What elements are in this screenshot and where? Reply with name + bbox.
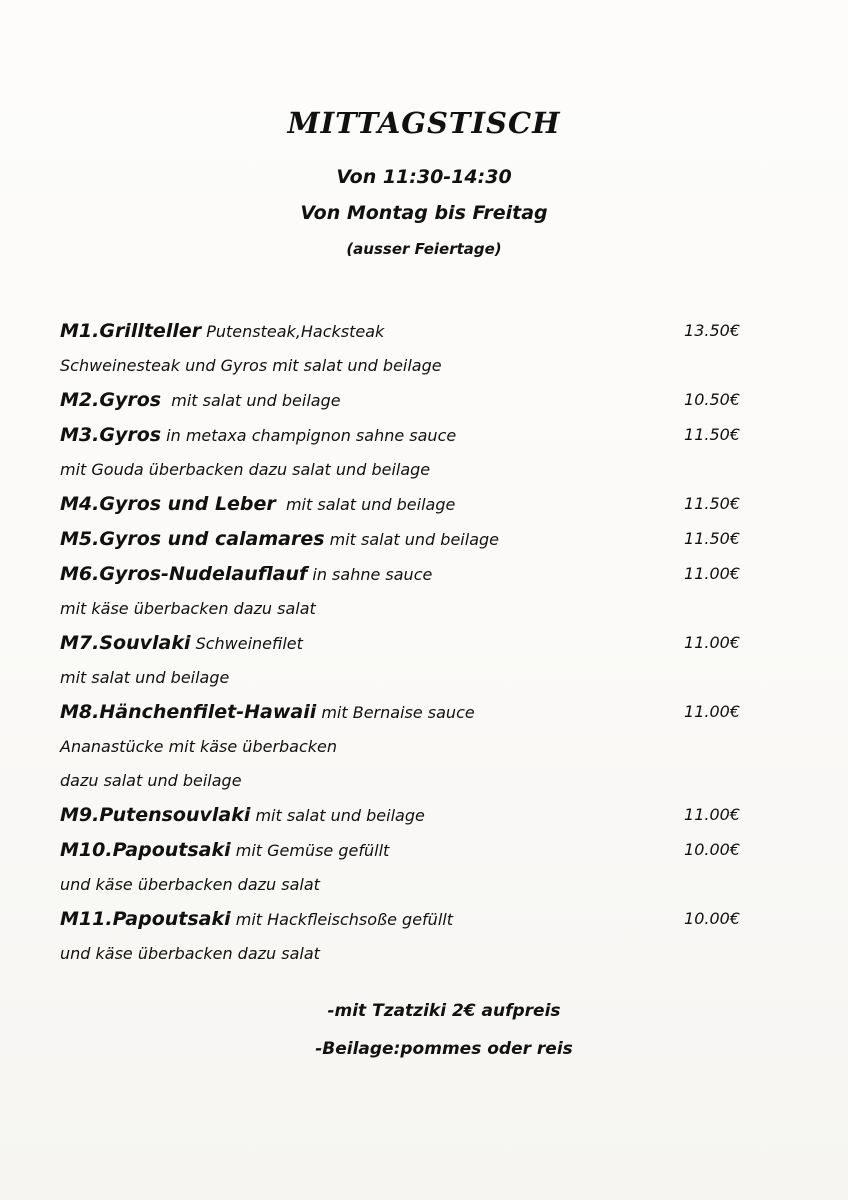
menu-item-price: 11.50€ <box>684 425 740 444</box>
menu-item-price: 11.50€ <box>684 529 740 548</box>
menu-item-continuation: mit käse überbacken dazu salat <box>60 599 316 618</box>
menu-item-code: M4.Gyros und Leber <box>60 493 276 515</box>
menu-item <box>60 384 750 419</box>
menu-item <box>60 903 750 972</box>
menu-item-code: M11.Papoutsaki <box>60 908 231 930</box>
menu-item-code: M10.Papoutsaki <box>60 839 231 861</box>
menu-item-description: mit salat und beilage <box>324 530 499 549</box>
menu-item-continuation: Schweinesteak und Gyros mit salat und beilage <box>60 356 442 375</box>
side-dish-note: -Beilage:pommes oder reis <box>315 1039 573 1059</box>
menu-item-continuation: Ananastücke mit käse überbacken <box>60 737 338 756</box>
menu-item-line <box>60 384 750 419</box>
menu-item <box>60 523 750 558</box>
menu-item-line <box>60 558 750 593</box>
menu-item-line <box>60 627 750 662</box>
menu-item-line <box>60 834 750 869</box>
menu-item-description: mit Gemüse gefüllt <box>230 841 390 860</box>
menu-item-continuation: dazu salat und beilage <box>60 771 242 790</box>
menu-item-price: 11.00€ <box>684 702 740 721</box>
menu-item-description: in metaxa champignon sahne sauce <box>161 426 457 445</box>
menu-item-description: mit Bernaise sauce <box>316 703 475 722</box>
menu-item-price: 11.00€ <box>684 805 740 824</box>
menu-item-description: mit Hackfleischsoße gefüllt <box>230 910 453 929</box>
menu-item-description: mit salat und beilage <box>250 806 425 825</box>
menu-item <box>60 696 750 799</box>
menu-item <box>60 627 750 696</box>
menu-item-price: 10.00€ <box>684 840 740 859</box>
menu-item-continuation: und käse überbacken dazu salat <box>60 944 320 963</box>
menu-item-line <box>60 696 750 731</box>
menu-item-price: 11.50€ <box>684 494 740 513</box>
opening-hours: Von 11:30-14:30 <box>336 166 512 188</box>
menu-item <box>60 419 750 488</box>
menu-item-description: mit salat und beilage <box>275 495 456 514</box>
menu-item-description: in sahne sauce <box>307 565 433 584</box>
menu-item <box>60 488 750 523</box>
menu-item-code: M3.Gyros <box>60 424 162 446</box>
menu-item-code: M1.Grillteller <box>60 320 202 342</box>
opening-days: Von Montag bis Freitag <box>300 202 548 224</box>
menu-item-continuation: mit Gouda überbacken dazu salat und beilage <box>60 460 431 479</box>
holiday-note: (ausser Feiertage) <box>346 240 502 258</box>
menu-item-price: 10.00€ <box>684 909 740 928</box>
menu-item-line <box>60 419 750 454</box>
menu-item-price: 11.00€ <box>684 564 740 583</box>
menu-item <box>60 834 750 903</box>
menu-item-code: M6.Gyros-Nudelauflauf <box>60 563 308 585</box>
menu-item-line <box>60 488 750 523</box>
menu-item-code: M5.Gyros und calamares <box>60 528 325 550</box>
menu-item-description: Schweinefilet <box>190 634 303 653</box>
menu-item-continuation: mit salat und beilage <box>60 668 230 687</box>
menu-item-code: M9.Putensouvlaki <box>60 804 251 826</box>
menu-item-price: 11.00€ <box>684 633 740 652</box>
menu-item-price: 13.50€ <box>684 321 740 340</box>
menu-item-code: M2.Gyros <box>60 389 162 411</box>
menu-item-line <box>60 523 750 558</box>
menu-item-continuation: und käse überbacken dazu salat <box>60 875 320 894</box>
tzatziki-note: -mit Tzatziki 2€ aufpreis <box>327 1001 561 1021</box>
menu-item-description: Putensteak,Hacksteak <box>201 322 385 341</box>
menu-item <box>60 558 750 627</box>
menu-list <box>60 315 750 972</box>
page-title: MITTAGSTISCH <box>287 106 561 140</box>
menu-item-line <box>60 315 750 350</box>
menu-item <box>60 315 750 384</box>
menu-item <box>60 799 750 834</box>
menu-item-line <box>60 799 750 834</box>
menu-item-code: M8.Hänchenfilet-Hawaii <box>60 701 317 723</box>
menu-item-description: mit salat und beilage <box>161 391 341 410</box>
menu-item-line <box>60 903 750 938</box>
menu-item-code: M7.Souvlaki <box>60 632 191 654</box>
menu-item-price: 10.50€ <box>684 390 740 409</box>
